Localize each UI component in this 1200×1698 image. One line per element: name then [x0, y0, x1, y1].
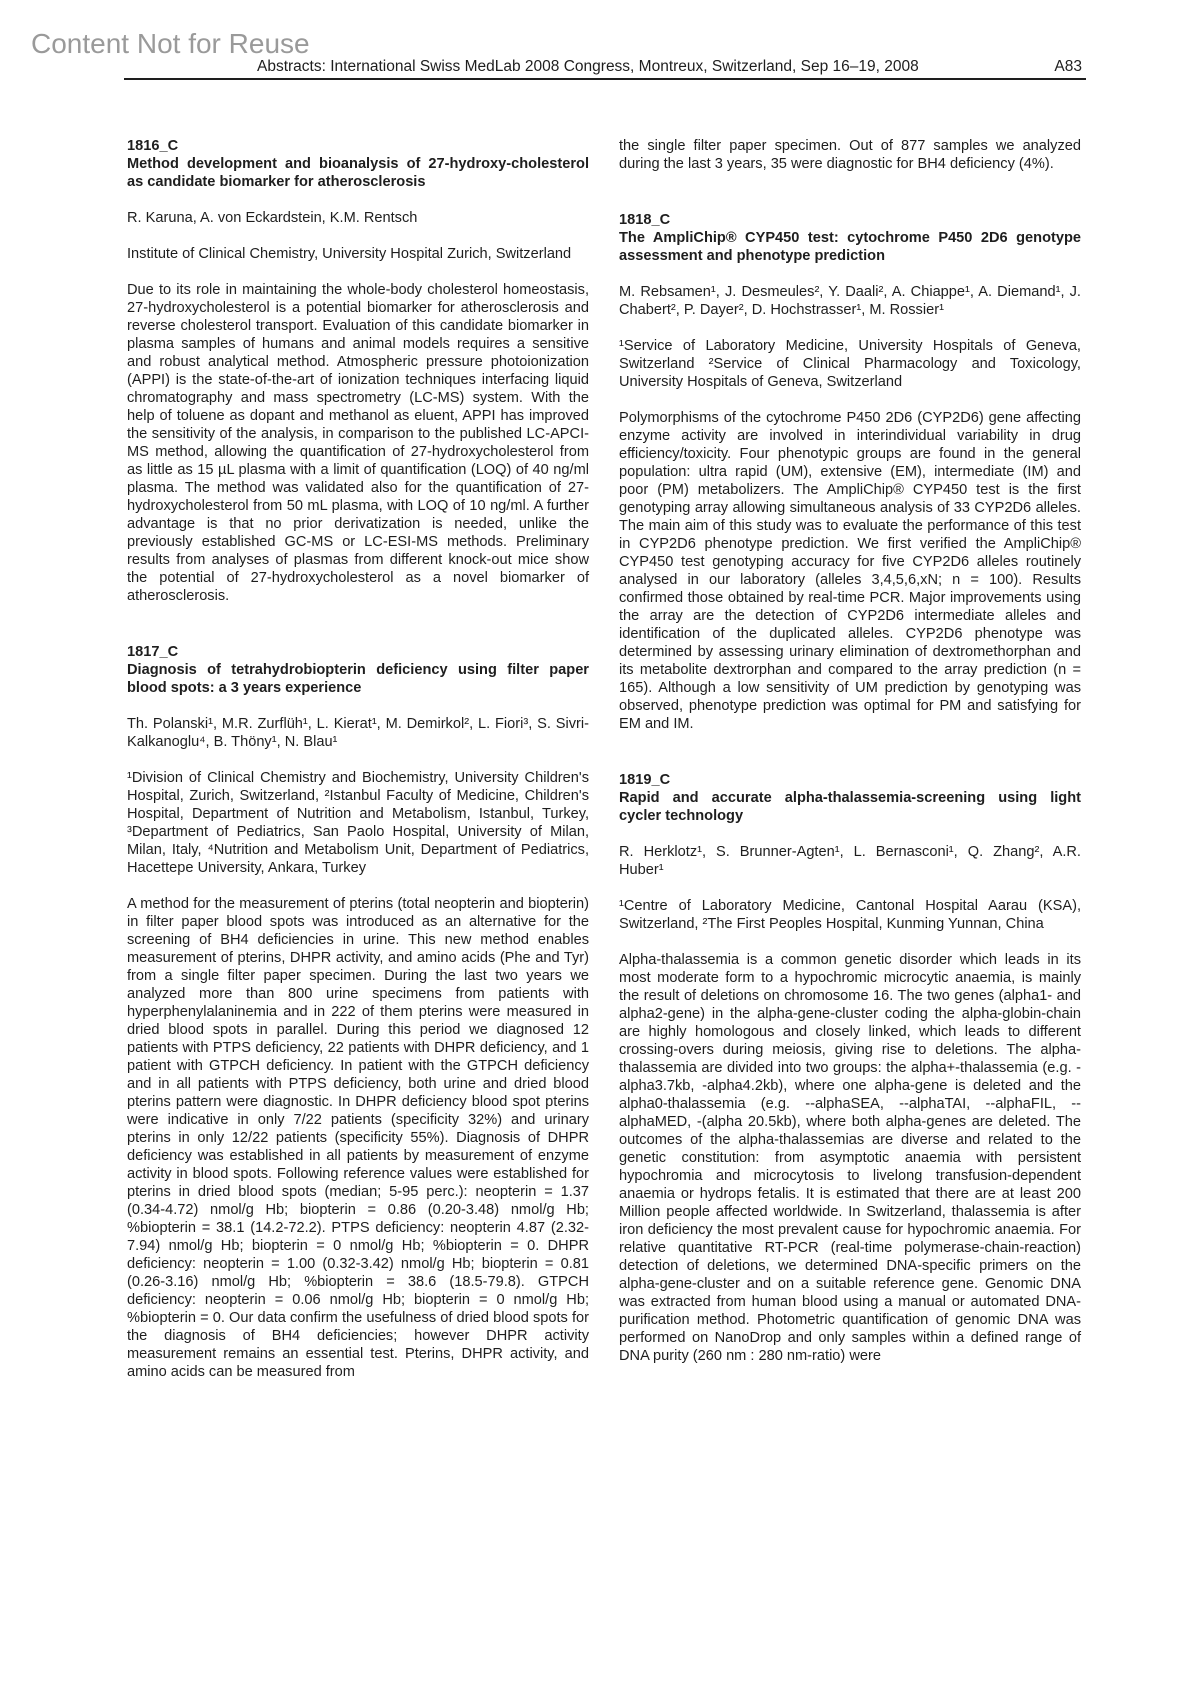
abstract-affiliation: ¹Service of Laboratory Medicine, University Hospitals of Geneva, Switzerland ²Service of Clinical Pharmacology and Toxicology, University Hospitals of Geneva, Switzerland: [619, 338, 1081, 390]
abstract-number: 1818_C: [619, 212, 671, 228]
left-column: [127, 137, 589, 1419]
abstract-authors: R. Herklotz¹, S. Brunner-Agten¹, L. Bernasconi¹, Q. Zhang², A.R. Huber¹: [619, 844, 1081, 878]
abstract-title: The AmpliChip® CYP450 test: cytochrome P450 2D6 genotype assessment and phenotype prediction: [619, 230, 1081, 264]
abstract-title: Method development and bioanalysis of 27-hydroxy-cholesterol as candidate biomarker for atherosclerosis: [127, 156, 589, 190]
watermark: Content Not for Reuse: [31, 28, 310, 59]
abstract-authors: M. Rebsamen¹, J. Desmeules², Y. Daali², A. Chiappe¹, A. Diemand¹, J. Chabert², P. Dayer², D. Hochstrasser¹, M. Rossier¹: [619, 284, 1081, 318]
abstract-affiliation: ¹Division of Clinical Chemistry and Biochemistry, University Children's Hospital, Zurich, Switzerland, ²Istanbul Faculty of Medicine, Children's Hospital, Department of Nutrition and Metabolism, Istanbul, Turkey, ³Department of Pediatrics, San Paolo Hospital, University of Milan, Milan, Italy, ⁴Nutrition and Metabolism Unit, Department of Pediatrics, Hacettepe University, Ankara, Turkey: [127, 770, 589, 876]
abstract-number: 1819_C: [619, 772, 671, 788]
right-column: [619, 137, 1081, 1403]
abstract-body: Polymorphisms of the cytochrome P450 2D6 (CYP2D6) gene affecting enzyme activity are involved in interindividual variability in drug efficiency/toxicity. Four phenotypic groups are found in the general population: ultra rapid (UM), extensive (EM), intermediate (IM) and poor (PM) metabolizers. The AmpliChip® CYP450 test is the first genotyping array allowing simultaneous analysis of 33 CYP2D6 alleles. The main aim of this study was to evaluate the performance of this test in CYP2D6 phenotype prediction. We first verified the AmpliChip® CYP450 test genotyping accuracy for five CYP2D6 alleles routinely analysed in our laboratory (alleles 3,4,5,6,xN; n = 100). Results confirmed those obtained by real-time PCR. Major improvements using the array are the detection of CYP2D6 intermediate alleles and identification of the duplicated alleles. CYP2D6 phenotype was determined by assessing urinary elimination of dextromethorphan and its metabolite dextrorphan and compared to the array prediction (n = 165). Although a low sensitivity of UM prediction by genotyping was observed, phenotype prediction was optimal for PM and satisfying for EM and IM.: [619, 410, 1081, 732]
abstract-1816: [127, 137, 589, 605]
abstract-body: Alpha-thalassemia is a common genetic disorder which leads in its most moderate form to a hypochromic microcytic anaemia, is mainly the result of deletions on chromosome 16. The two genes (alpha1- and alpha2-gene) in the alpha-gene-cluster coding the alpha-globin-chain are highly homologous and closely linked, which leads to different crossing-overs during meiosis, giving rise to deletions. The alpha-thalassemia are divided into two groups: the alpha+-thalassemia (e.g. -alpha3.7kb, -alpha4.2kb), where one alpha-gene is deleted and the alpha0-thalassemia (e.g. --alphaSEA, --alphaTAI, --alphaFIL, --alphaMED, -(alpha 20.5kb), where both alpha-genes are deleted. The outcomes of the alpha-thalassemias are diverse and related to the genetic constitution: from asymptotic anaemia with persistent hypochromia and microcytosis to livelong transfusion-dependent anaemia or hydrops fetalis. It is estimated that there are at least 200 Million people affected worldwide. In Switzerland, thalassemia is after iron deficiency the most prevalent cause for hypochromic anaemia. For relative quantitative RT-PCR (real-time polymerase-chain-reaction) detection of deletions, we determined DNA-specific primers on the alpha-gene-cluster and on a suitable reference gene. Genomic DNA was extracted from human blood using a manual or automated DNA-purification method. Photometric quantification of genomic DNA was performed on NanoDrop and only samples within a defined range of DNA purity (260 nm : 280 nm-ratio) were: [619, 952, 1081, 1364]
abstract-body: A method for the measurement of pterins (total neopterin and biopterin) in filter paper blood spots was introduced as an alternative for the screening of BH4 deficiencies in urine. This new method enables measurement of pterins, DHPR activity, and amino acids (Phe and Tyr) from a single filter paper specimen. During the last two years we analyzed more than 800 urine specimens from patients with hyperphenylalaninemia and in 222 of them pterins were measured in dried blood spots in parallel. During this period we diagnosed 12 patients with PTPS deficiency, 22 patients with DHPR deficiency, and 1 patient with GTPCH deficiency. In patient with the GTPCH deficiency and in all patients with PTPS deficiency, both urine and dried blood pterins pattern were diagnostic. In DHPR deficiency blood spot pterins were indicative in only 7/22 patients (specificity 32%) and urinary pterins in only 12/22 patients (specificity 55%). Diagnosis of DHPR deficiency was established in all patients by measurement of enzyme activity in blood spots. Following reference values were established for pterins in dried blood spots (median; 5-95 perc.): neopterin = 1.37 (0.34-4.72) nmol/g Hb; biopterin = 0.86 (0.20-3.48) nmol/g Hb; %biopterin = 38.1 (14.2-72.2). PTPS deficiency: neopterin 4.87 (2.32-7.94) nmol/g Hb; biopterin = 0 nmol/g Hb; %biopterin = 0. DHPR deficiency: neopterin = 1.00 (0.32-3.42) nmol/g Hb; biopterin = 0.81 (0.26-3.16) nmol/g Hb; %biopterin = 38.6 (18.5-79.8). GTPCH deficiency: neopterin = 0.06 nmol/g Hb; biopterin = 0 nmol/g Hb; %biopterin = 0. Our data confirm the usefulness of dried blood spots for the diagnosis of BH4 deficiencies; however DHPR activity measurement remains an essential test. Pterins, DHPR activity, and amino acids can be measured from: [127, 896, 589, 1380]
abstract-affiliation: ¹Centre of Laboratory Medicine, Cantonal Hospital Aarau (KSA), Switzerland, ²The First Peoples Hospital, Kunming Yunnan, China: [619, 898, 1081, 932]
running-header: [124, 58, 1086, 80]
abstract-affiliation: Institute of Clinical Chemistry, University Hospital Zurich, Switzerland: [127, 246, 572, 262]
abstract-continuation: the single filter paper specimen. Out of 877 samples we analyzed during the last 3 years, 35 were diagnostic for BH4 deficiency (4%).: [619, 138, 1081, 172]
abstract-number: 1817_C: [127, 644, 179, 660]
abstract-title: Diagnosis of tetrahydrobiopterin deficiency using filter paper blood spots: a 3 years experience: [127, 662, 589, 696]
abstract-number: 1816_C: [127, 138, 179, 154]
abstract-authors: R. Karuna, A. von Eckardstein, K.M. Rentsch: [127, 210, 418, 226]
abstract-1819: [619, 771, 1081, 1365]
abstract-1818: [619, 211, 1081, 733]
page-number: A83: [1054, 58, 1082, 75]
abstract-body: Due to its role in maintaining the whole-body cholesterol homeostasis, 27-hydroxycholesterol is a potential biomarker for atherosclerosis and reverse cholesterol transport. Evaluation of this candidate biomarker in plasma samples of humans and animal models requires a sensitive and robust analytical method. Atmospheric pressure photoionization (APPI) is the state-of-the-art of ionization techniques interfacing liquid chromatography and mass spectrometry (LC-MS) system. With the help of toluene as dopant and methanol as eluent, APPI has improved the sensitivity of the analysis, in comparison to the published LC-APCI-MS method, allowing the quantification of 27-hydroxycholesterol from as little as 15 µL plasma with a limit of quantification (LOQ) of 40 ng/ml plasma. The method was validated also for the quantification of 27-hydroxycholesterol from 50 mL plasma, with LOQ of 10 ng/ml. A further advantage is that no prior derivatization is needed, unlike the previously established GC-MS or LC-ESI-MS methods. Preliminary results from analyses of plasmas from different knock-out mice show the potential of 27-hydroxycholesterol as a novel biomarker of atherosclerosis.: [127, 282, 589, 604]
journal-citation: Abstracts: International Swiss MedLab 2008 Congress, Montreux, Switzerland, Sep 16–19, 2008: [257, 58, 919, 75]
abstract-authors: Th. Polanski¹, M.R. Zurflüh¹, L. Kierat¹, M. Demirkol², L. Fiori³, S. Sivri-Kalkanoglu⁴, B. Thöny¹, N. Blau¹: [127, 716, 589, 750]
abstract-1817: [127, 643, 589, 1381]
abstract-title: Rapid and accurate alpha-thalassemia-screening using light cycler technology: [619, 790, 1081, 824]
